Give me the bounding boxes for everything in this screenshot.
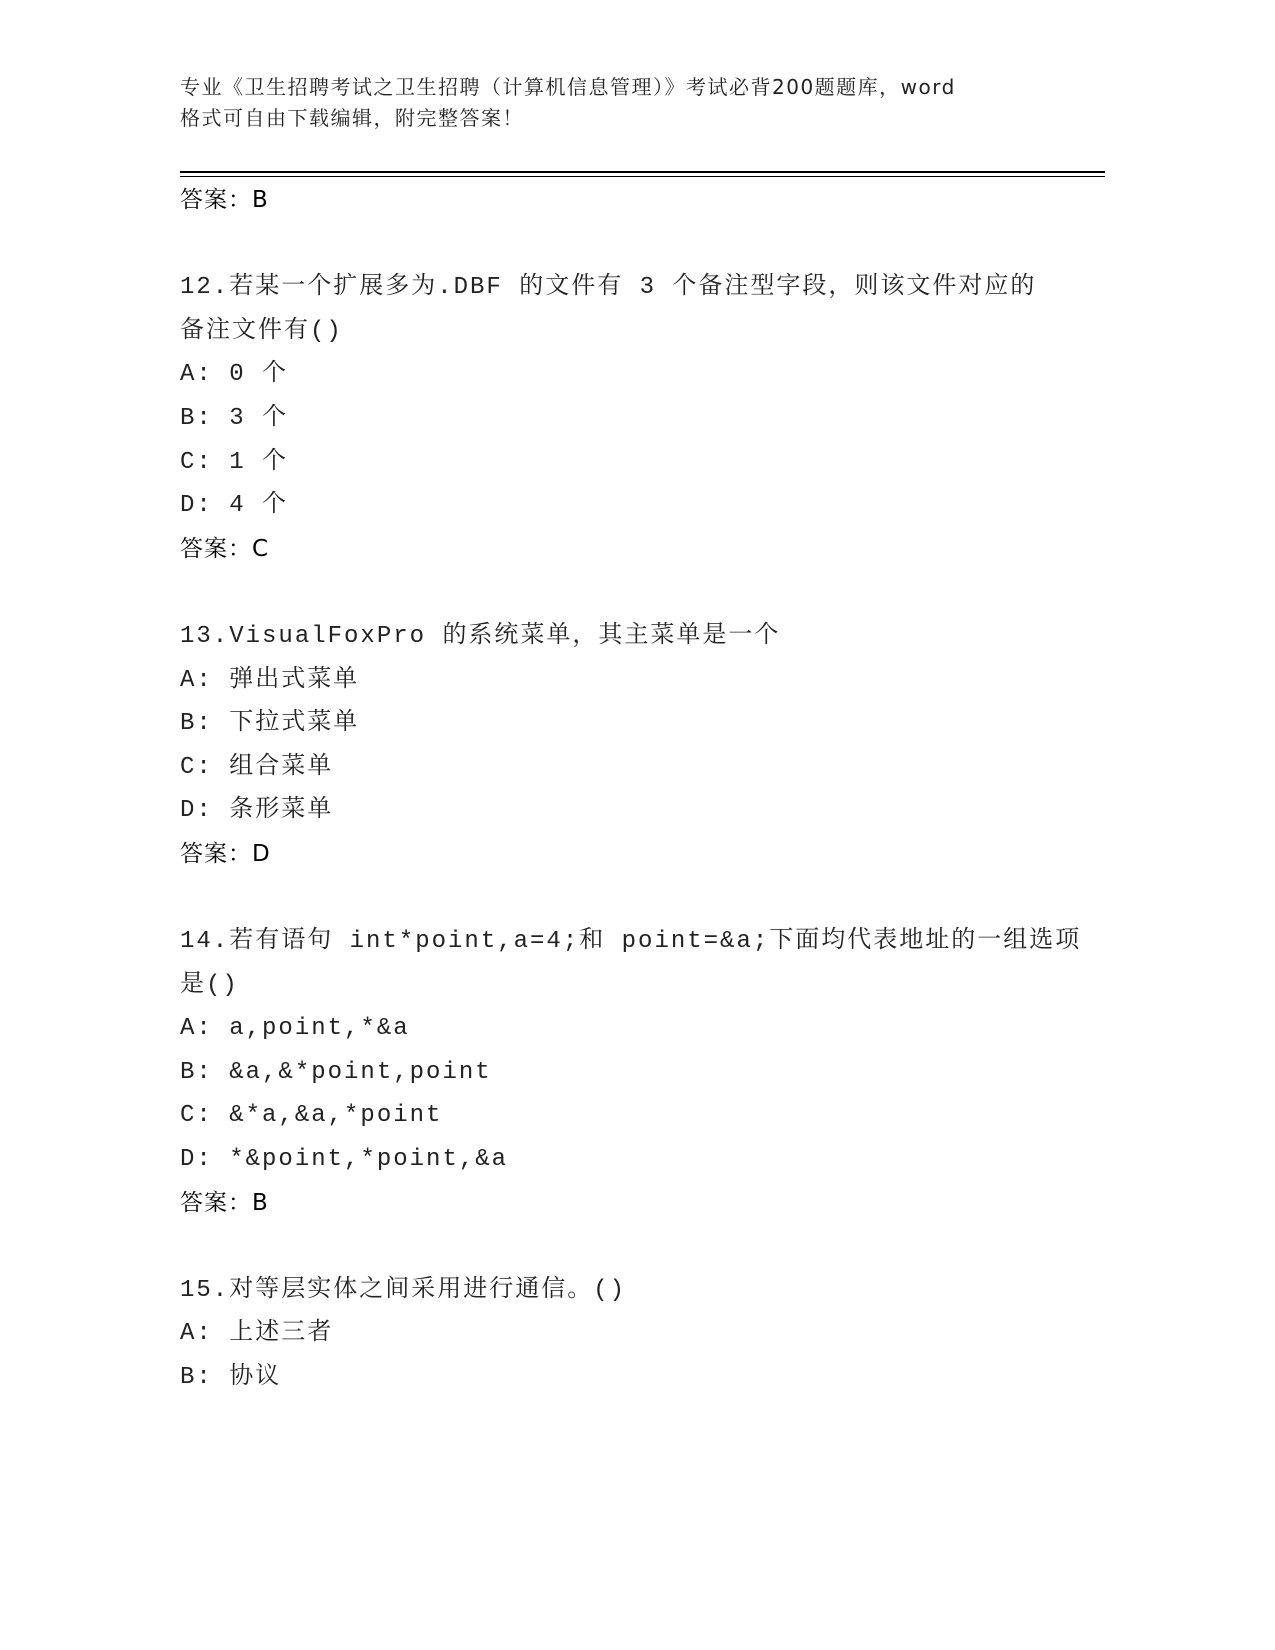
option-text: B: 下拉式菜单 xyxy=(180,710,360,738)
option-text: D: *&point,*point,&a xyxy=(180,1146,509,1174)
question-block xyxy=(180,615,1080,877)
spacer xyxy=(180,1225,1080,1269)
spacer xyxy=(180,571,1080,615)
option-text: B: 协议 xyxy=(180,1364,282,1392)
option-text: A: 弹出式菜单 xyxy=(180,666,360,694)
spacer xyxy=(180,223,1080,267)
answer-line: 答案：B xyxy=(180,1189,269,1216)
header-line-1: 专业《卫生招聘考试之卫生招聘（计算机信息管理）》考试必背200题题库，word xyxy=(180,75,956,99)
question-text: 13.VisualFoxPro 的系统菜单，其主菜单是一个 xyxy=(180,622,781,650)
option-text: A: a,point,*&a xyxy=(180,1015,410,1043)
option-text: D: 条形菜单 xyxy=(180,797,334,825)
spacer xyxy=(180,877,1080,921)
question-block xyxy=(180,1269,1080,1400)
question-text: 是() xyxy=(180,971,239,999)
question-text: 14.若有语句 int*point,a=4;和 point=&a;下面均代表地址的一组选项 xyxy=(180,928,1082,956)
option-text: B: &a,&*point,point xyxy=(180,1058,492,1086)
question-text: 12.若某一个扩展多为.DBF 的文件有 3 个备注型字段，则该文件对应的 xyxy=(180,274,1037,302)
header-line-2: 格式可自由下载编辑，附完整答案！ xyxy=(180,106,524,130)
header-divider-thin xyxy=(180,176,1105,177)
question-text: 15.对等层实体之间采用进行通信。() xyxy=(180,1276,627,1304)
option-text: A: 0 个 xyxy=(180,361,289,389)
option-text: D: 4 个 xyxy=(180,492,289,520)
option-text: C: 1 个 xyxy=(180,448,289,476)
question-block xyxy=(180,266,1080,571)
option-text: C: 组合菜单 xyxy=(180,753,334,781)
question-text: 备注文件有() xyxy=(180,317,343,345)
answer-line: 答案：B xyxy=(180,187,269,213)
question-block xyxy=(180,920,1080,1225)
option-text: B: 3 个 xyxy=(180,404,289,432)
header-divider-thick xyxy=(180,171,1105,173)
answer-line: 答案：C xyxy=(180,535,270,562)
option-text: A: 上述三者 xyxy=(180,1320,334,1348)
answer-line: 答案：D xyxy=(180,840,271,867)
document-header xyxy=(180,72,1060,134)
document-body xyxy=(180,179,1080,1400)
option-text: C: &*a,&a,*point xyxy=(180,1102,443,1130)
